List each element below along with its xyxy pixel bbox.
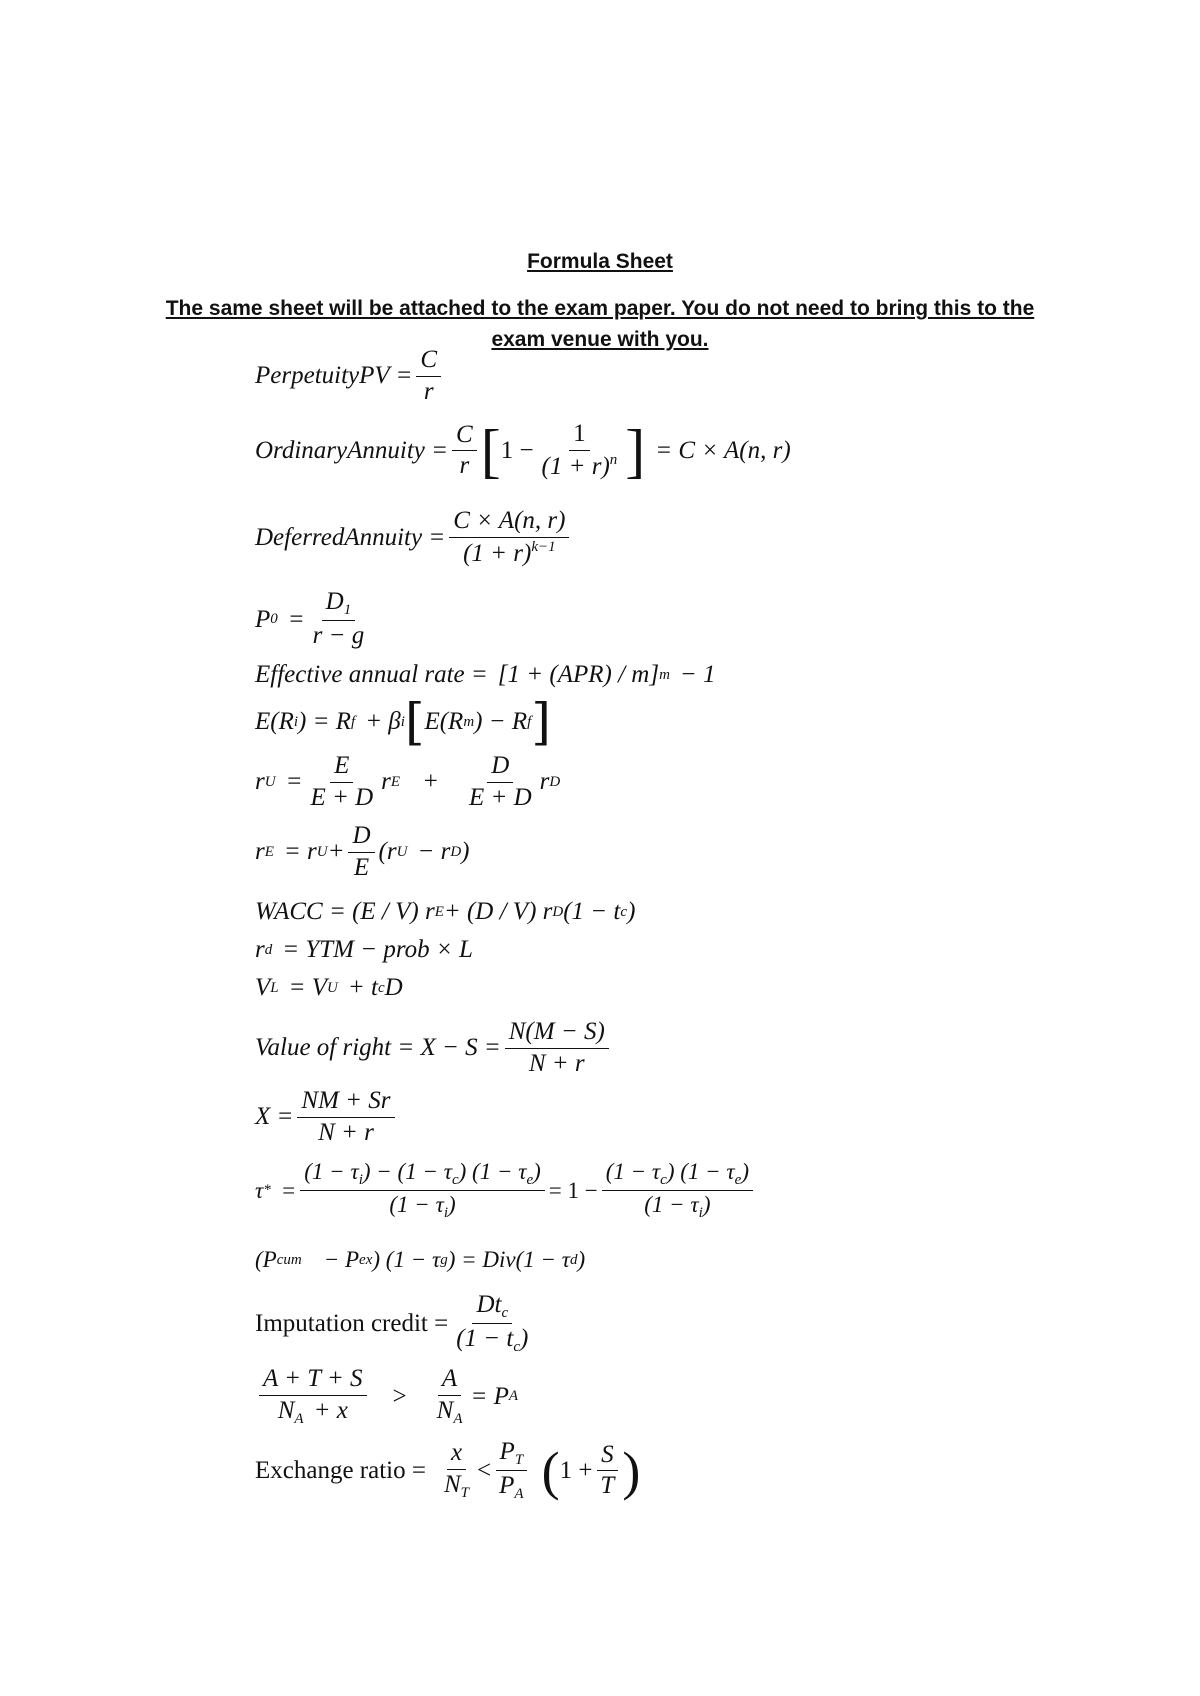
formula-perpetuity: PerpetuityPV = $\frac{C}{r}$	[255, 346, 445, 407]
formula-re: r E = r U + $\frac{D}{E}$ (r U − r D )	[255, 822, 470, 881]
page-title: Formula Sheet	[527, 250, 673, 273]
formula-effective-rate: Effective annual rate = [1 + (APR) / m] m − 1	[255, 661, 716, 688]
formula-value-of-right: Value of right = X − S = $\frac{N(M - S)}{N + r}$	[255, 1018, 613, 1079]
formula-exchange-ratio: Exchange ratio = $\frac{x}{N_T}$ < $\frac{P_T}{P_A}$ ( 1 + $\frac{S}{T}$ )	[255, 1438, 641, 1503]
formula-dividend-growth: P 0 = $\frac{D_1}{r - g}$	[255, 588, 365, 650]
formula-tau-star: τ * = $\frac{(1 - \tau_i) - (1 - \tau_c) (1 - \tau_e)}{(1 - \tau_i)}$ = 1 − $\frac{(1 - \tau_c) (1 - \tau_e)}{(1 - \tau_i)}$	[255, 1159, 757, 1223]
sheet-note: The same sheet will be attached to the exam paper. You do not need to bring this to the exam venue with you.	[165, 297, 1035, 351]
formula-merger-condition: $\frac{A + T + S}{N_A + x}$ > $\frac{A}{N_A}$ = P A	[255, 1365, 518, 1428]
formula-imputation-credit: Imputation credit = $\frac{Dt_c}{(1 - t_c)}$	[255, 1291, 529, 1356]
formula-rd: r d = YTM − prob × L	[255, 936, 473, 963]
formula-subscription-price: X = $\frac{NM + Sr}{N + r}$	[255, 1087, 399, 1148]
formula-vl: V L = V U + t c D	[255, 974, 403, 1001]
formula-ordinary-annuity: OrdinaryAnnuity = $\frac{C}{r}$ [ 1 − $\frac{1}{(1 + r)^n}$ ] = C × A(n, r)	[255, 417, 791, 484]
formula-dividend-dropoff: (P cum − P ex ) (1 − τ g ) = Div(1 − τ d )	[255, 1247, 586, 1272]
formula-ru: r U = $\frac{E}{E + D}$ r E + $\frac{D}{E + D}$ r D	[255, 752, 561, 811]
formula-deferred-annuity: DeferredAnnuity = $\frac{C \times A(n, r)}{(1 + r)^{k-1}}$	[255, 507, 573, 569]
formula-wacc: WACC = (E / V) r E + (D / V) r D (1 − t c )	[255, 898, 636, 925]
formula-capm: E(R i ) = R f + β i [ E(R m ) − R f ]	[255, 693, 551, 751]
